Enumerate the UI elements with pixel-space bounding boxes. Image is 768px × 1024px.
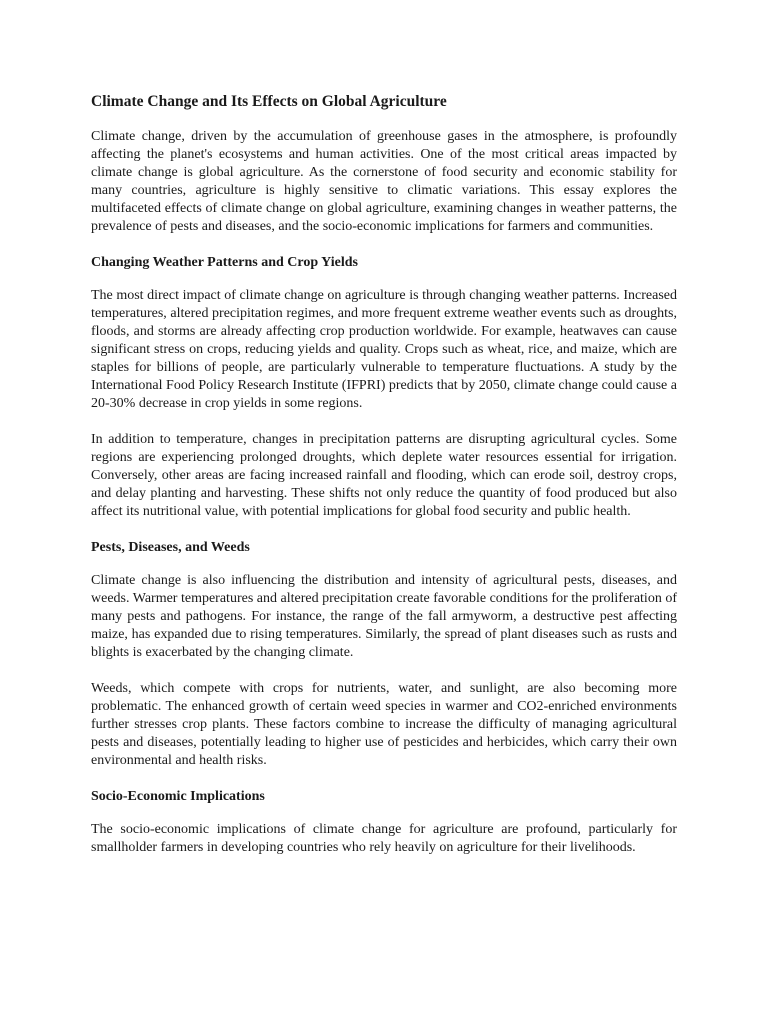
section-heading-weather: Changing Weather Patterns and Crop Yields (91, 255, 358, 270)
pests-paragraph-1: Climate change is also influencing the distribution and intensity of agricultural pests, diseases, and weeds. Warmer temperatures and altered precipitation create favorable conditions for the proliferation of many pests and pathogens. For instance, the range of the fall armyworm, a destructive pest affecting maize, has expanded due to rising temperatures. Similarly, the spread of plant diseases such as rusts and blights is exacerbated by the changing climate. (91, 573, 677, 660)
weather-paragraph-2: In addition to temperature, changes in precipitation patterns are disrupting agricultural cycles. Some regions are experiencing prolonged droughts, which deplete water resources essential for irrigation. Conversely, other areas are facing increased rainfall and flooding, which can erode soil, destroy crops, and delay planting and harvesting. These shifts not only reduce the quantity of food produced but also affect its nutritional value, with potential implications for global food security and public health. (91, 432, 677, 519)
section-heading-pests: Pests, Diseases, and Weeds (91, 540, 250, 555)
socioeconomic-paragraph-1: The socio-economic implications of climate change for agriculture are profound, particularly for smallholder farmers in developing countries who rely heavily on agriculture for their livelihoods. (91, 822, 677, 855)
document-page (91, 92, 677, 875)
intro-paragraph: Climate change, driven by the accumulation of greenhouse gases in the atmosphere, is profoundly affecting the planet's ecosystems and human activities. One of the most critical areas impacted by climate change is global agriculture. As the cornerstone of food security and economic stability for many countries, agriculture is highly sensitive to climatic variations. This essay explores the multifaceted effects of climate change on global agriculture, examining changes in weather patterns, the prevalence of pests and diseases, and the socio-economic implications for farmers and communities. (91, 129, 677, 234)
section-heading-socioeconomic: Socio-Economic Implications (91, 789, 265, 804)
weather-paragraph-1: The most direct impact of climate change on agriculture is through changing weather patterns. Increased temperatures, altered precipitation regimes, and more frequent extreme weather events such as droughts, floods, and storms are already affecting crop production worldwide. For example, heatwaves can cause significant stress on crops, reducing yields and quality. Crops such as wheat, rice, and maize, which are staples for billions of people, are particularly vulnerable to temperature fluctuations. A study by the International Food Policy Research Institute (IFPRI) predicts that by 2050, climate change could cause a 20-30% decrease in crop yields in some regions. (91, 288, 677, 411)
document-title: Climate Change and Its Effects on Global Agriculture (91, 93, 447, 110)
pests-paragraph-2: Weeds, which compete with crops for nutrients, water, and sunlight, are also becoming more problematic. The enhanced growth of certain weed species in warmer and CO2-enriched environments further stresses crop plants. These factors combine to increase the difficulty of managing agricultural pests and diseases, potentially leading to higher use of pesticides and herbicides, which carry their own environmental and health risks. (91, 681, 677, 768)
